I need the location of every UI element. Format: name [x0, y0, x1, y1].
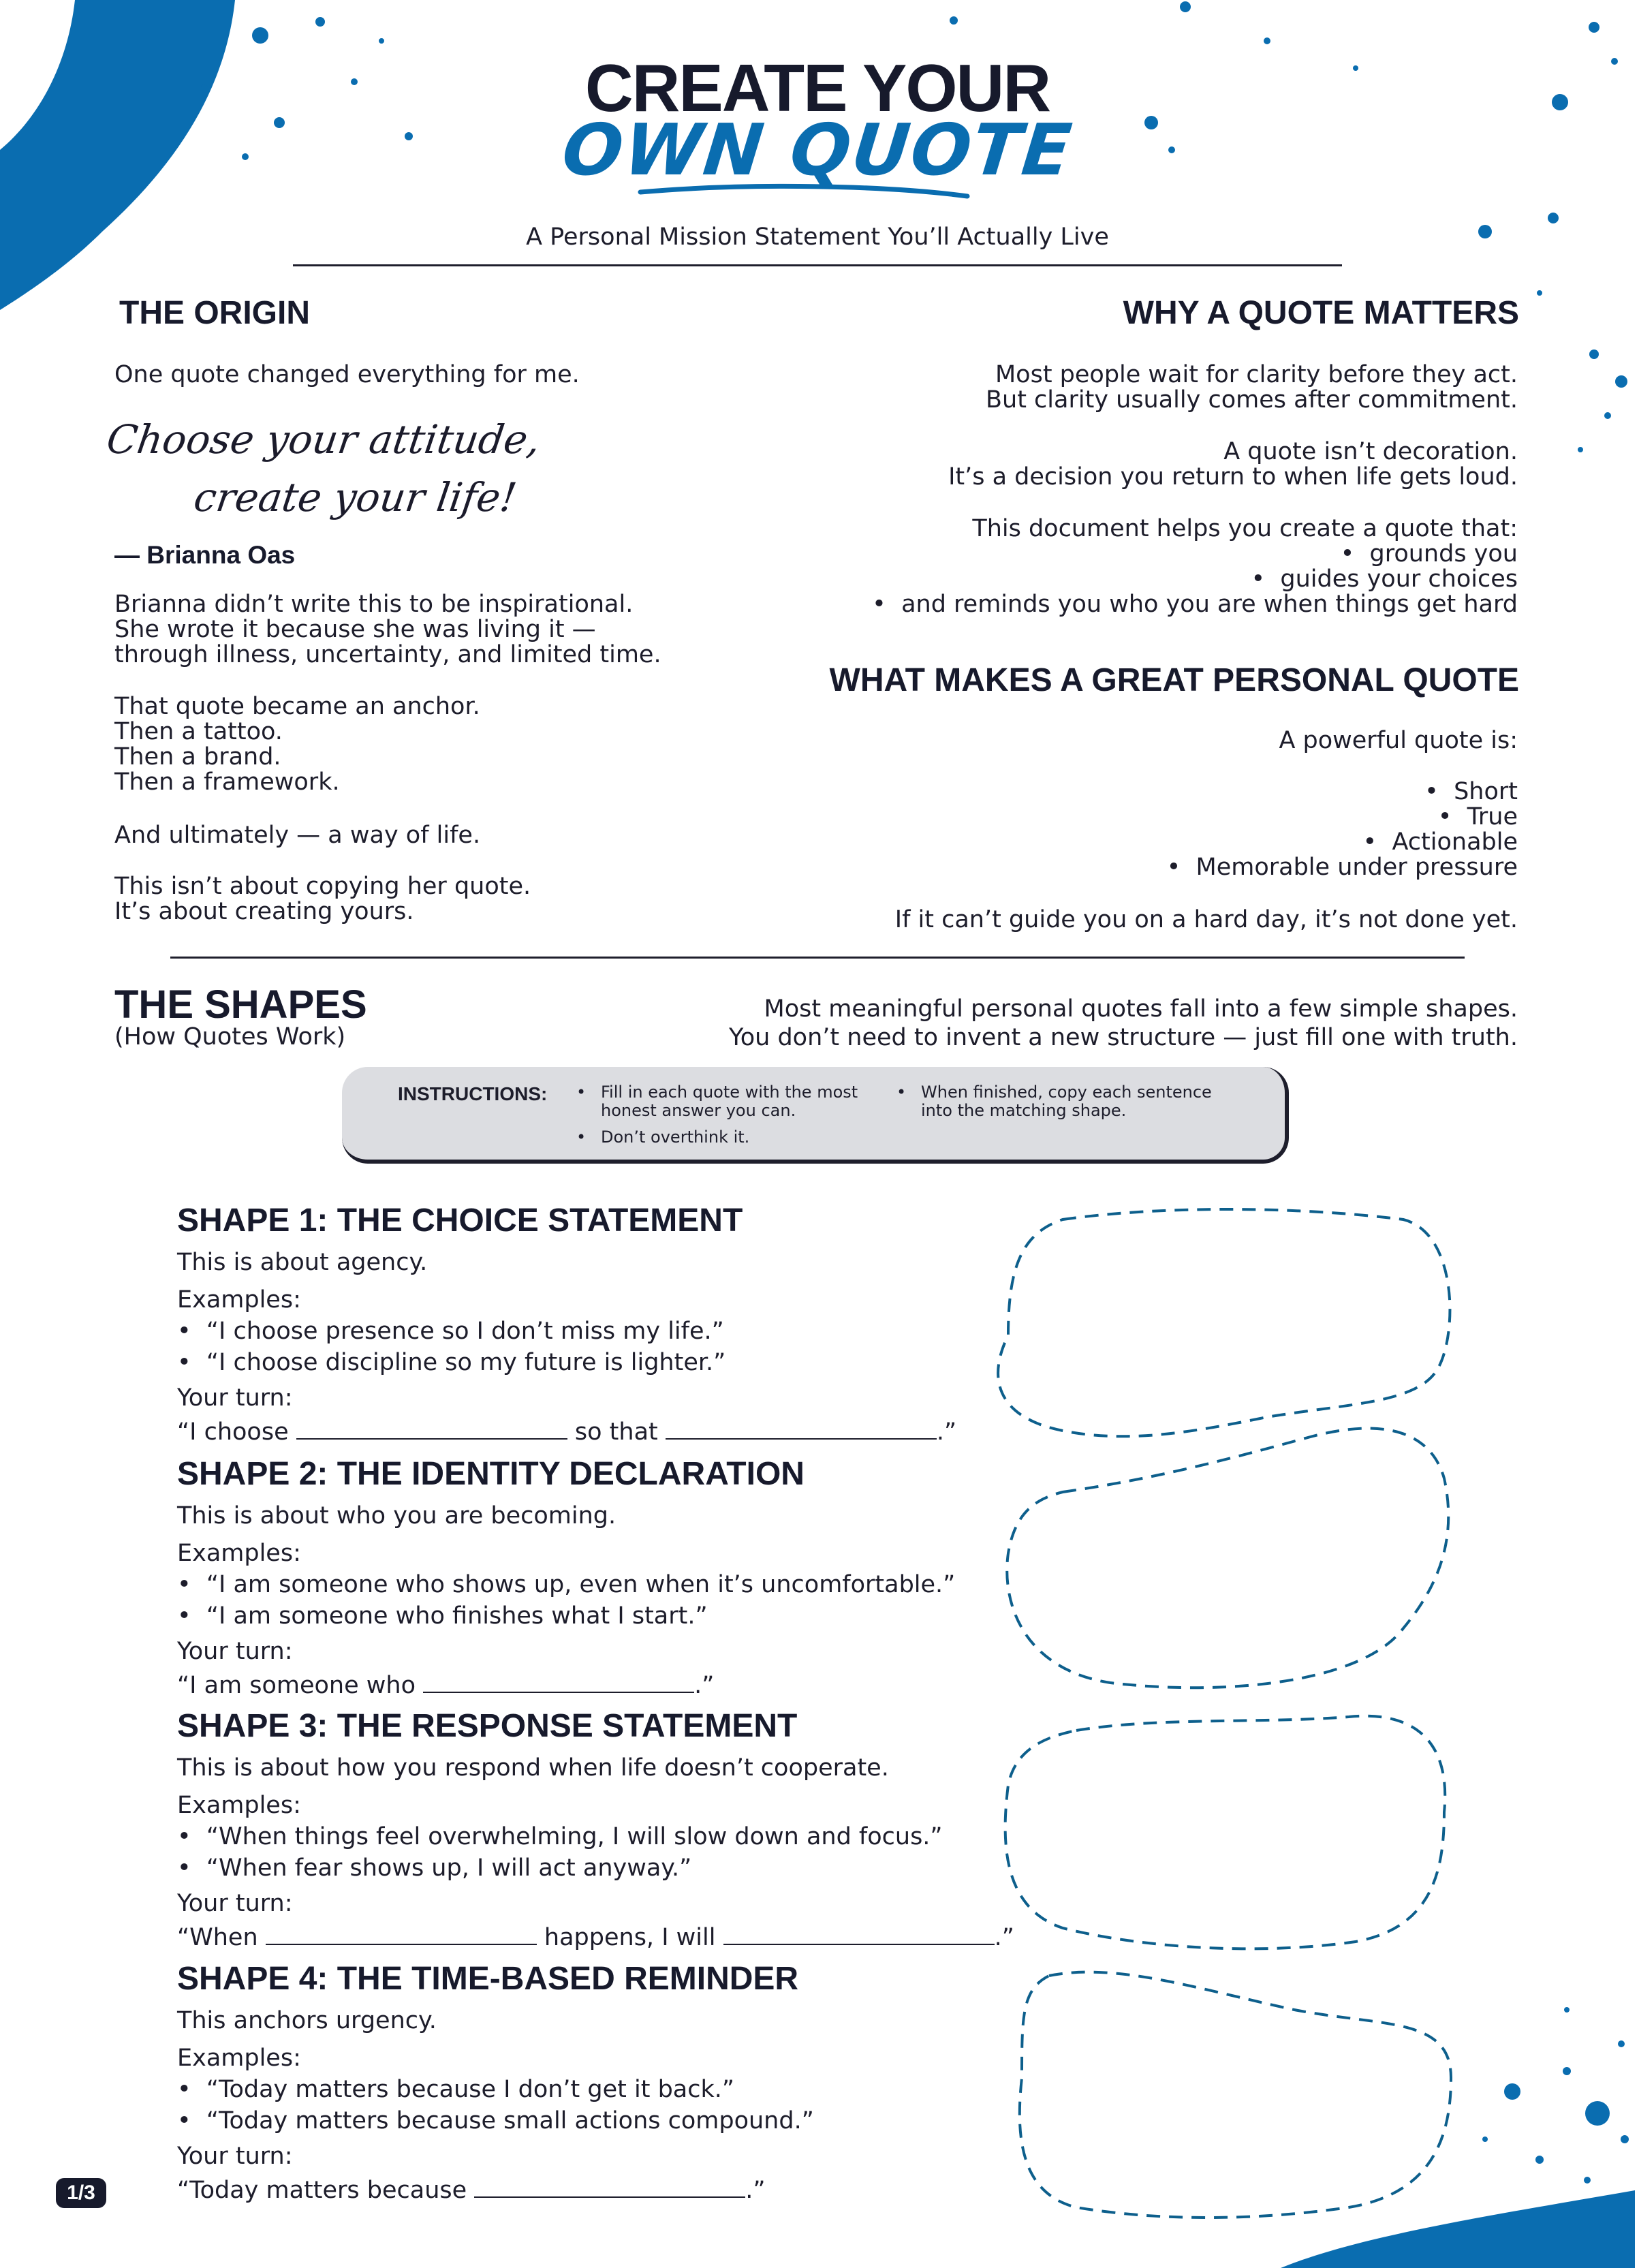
- shape-2-fill-line: [177, 1671, 995, 1698]
- shape-3-desc: This is about how you respond when life doesn’t cooperate.: [177, 1754, 889, 1782]
- example-text: “I am someone who finishes what I start.”: [206, 1602, 708, 1630]
- fill-text: so that: [574, 1418, 658, 1446]
- page-subtitle: A Personal Mission Statement You’ll Actually Live: [526, 223, 1109, 251]
- shape-4-example: • “Today matters because I don’t get it back.”: [177, 2076, 735, 2103]
- example-text: “When things feel overwhelming, I will slow down and focus.”: [206, 1823, 943, 1850]
- origin-heading: THE ORIGIN: [119, 295, 311, 331]
- text-line: Then a framework.: [114, 768, 340, 796]
- shape-1-desc: This is about agency.: [177, 1249, 428, 1276]
- shape-3-example: • “When fear shows up, I will act anyway.”: [177, 1854, 692, 1882]
- great-quote-heading: WHAT MAKES A GREAT PERSONAL QUOTE: [829, 662, 1519, 698]
- fill-text: “I choose: [177, 1418, 289, 1446]
- shapes-description: [729, 995, 1518, 1052]
- shape-3-outline: [1005, 1716, 1446, 1949]
- bullet-text: guides your choices: [1280, 565, 1518, 593]
- great-quote-closing: If it can’t guide you on a hard day, it’s not done yet.: [894, 906, 1518, 933]
- text-line: But clarity usually comes after commitment.: [986, 386, 1518, 414]
- fill-text: “I am someone who: [177, 1672, 416, 1699]
- fill-text: “When: [177, 1924, 258, 1951]
- blank-field[interactable]: [474, 2176, 745, 2198]
- fill-text: .”: [936, 1418, 957, 1446]
- text-line: Then a tattoo.: [114, 718, 283, 745]
- bullet-item: • Memorable under pressure: [1166, 854, 1518, 881]
- fill-text: .”: [694, 1672, 715, 1699]
- bullet-text: Short: [1454, 778, 1518, 805]
- shapes-heading: THE SHAPES: [114, 982, 367, 1027]
- bullet-item: • Actionable: [1362, 828, 1518, 856]
- shape-1-outline: [998, 1209, 1450, 1436]
- instructions-panel: [342, 1067, 1289, 1164]
- instruction-item: • When finished, copy each sentence into the matching shape.: [896, 1083, 1212, 1120]
- example-text: “I am someone who shows up, even when it’s uncomfortable.”: [206, 1571, 956, 1598]
- quote-attribution: — Brianna Oas: [114, 541, 296, 569]
- handwritten-quote-line1: Choose your attitude,: [104, 416, 544, 463]
- fill-text: happens, I will: [544, 1924, 716, 1951]
- origin-paragraph-4: [114, 874, 531, 925]
- example-text: “I choose presence so I don’t miss my life.”: [206, 1318, 724, 1345]
- example-text: “Today matters because small actions compound.”: [206, 2107, 814, 2134]
- blank-field[interactable]: [266, 1923, 537, 1945]
- example-text: “Today matters because I don’t get it back.”: [206, 2076, 735, 2103]
- shape-2-block: [177, 1458, 995, 1698]
- instruction-text: Fill in each quote with the most honest answer you can.: [601, 1083, 858, 1120]
- shape-4-fill-line: [177, 2176, 995, 2203]
- bullet-item: • Short: [1424, 778, 1518, 805]
- why-paragraph-3: [872, 516, 1518, 617]
- bullet-text: grounds you: [1369, 540, 1518, 568]
- shapes-subheading: (How Quotes Work): [114, 1023, 346, 1051]
- instruction-text: Don’t overthink it.: [601, 1128, 750, 1147]
- text-line: Most meaningful personal quotes fall into a few simple shapes.: [764, 995, 1518, 1023]
- text-line: She wrote it because she was living it —: [114, 616, 596, 643]
- shape-3-example: • “When things feel overwhelming, I will slow down and focus.”: [177, 1823, 943, 1850]
- shape-4-examples-label: Examples:: [177, 2045, 301, 2072]
- origin-paragraph-3: And ultimately — a way of life.: [114, 822, 481, 849]
- instruction-item: • Don’t overthink it.: [576, 1128, 750, 1147]
- text-line: It’s about creating yours.: [114, 898, 414, 925]
- shape-4-example: • “Today matters because small actions compound.”: [177, 2107, 814, 2134]
- great-quote-bullets: [1167, 779, 1518, 880]
- example-text: “I choose discipline so my future is lighter.”: [206, 1349, 726, 1376]
- text-line: Most people wait for clarity before they act.: [995, 361, 1518, 388]
- handwritten-quote-line2: create your life!: [191, 474, 520, 521]
- bullet-text: and reminds you who you are when things get hard: [901, 591, 1518, 618]
- text-line: You don’t need to invent a new structure — just fill one with truth.: [729, 1024, 1518, 1051]
- section-divider: [170, 957, 1465, 959]
- shape-4-title: SHAPE 4: THE TIME-BASED REMINDER: [177, 1961, 799, 1997]
- text-line: Then a brand.: [114, 743, 281, 771]
- shape-2-example: • “I am someone who shows up, even when it’s uncomfortable.”: [177, 1571, 956, 1598]
- shape-3-fill-line: [177, 1923, 1063, 1950]
- shape-2-outline: [1007, 1429, 1448, 1688]
- text-line: That quote became an anchor.: [114, 693, 480, 720]
- shape-2-turn-label: Your turn:: [177, 1638, 293, 1665]
- shape-4-outline: [1020, 1972, 1451, 2218]
- shape-1-block: [177, 1202, 995, 1446]
- shape-3-examples-label: Examples:: [177, 1792, 301, 1819]
- bullet-item: • grounds you: [1340, 540, 1518, 568]
- fill-text: “Today matters because: [177, 2177, 467, 2204]
- shape-1-example: • “I choose discipline so my future is lighter.”: [177, 1349, 726, 1376]
- text-line: This document helps you create a quote that:: [972, 515, 1518, 542]
- dashed-shapes: [998, 1209, 1451, 2218]
- page-title-accent: OWN QUOTE: [558, 108, 1077, 191]
- blank-field[interactable]: [296, 1418, 567, 1440]
- why-paragraph-1: [986, 362, 1518, 413]
- handwritten-quote: [104, 402, 544, 538]
- shape-4-turn-label: Your turn:: [177, 2143, 293, 2170]
- page-number-badge: 1/3: [56, 2178, 106, 2208]
- instruction-item: • Fill in each quote with the most honest answer you can.: [576, 1083, 858, 1120]
- shape-2-title: SHAPE 2: THE IDENTITY DECLARATION: [177, 1456, 805, 1492]
- fill-text: .”: [745, 2177, 766, 2204]
- text-line: A quote isn’t decoration.: [1223, 438, 1518, 465]
- shape-2-desc: This is about who you are becoming.: [177, 1502, 616, 1529]
- shape-3-block: [177, 1710, 1063, 1950]
- shape-4-desc: This anchors urgency.: [177, 2007, 437, 2034]
- origin-paragraph-1: [114, 592, 661, 668]
- origin-paragraph-2: [114, 694, 480, 795]
- header-divider: [293, 264, 1342, 266]
- bullet-item: • guides your choices: [1251, 565, 1518, 593]
- shape-2-examples-label: Examples:: [177, 1540, 301, 1567]
- text-line: This isn’t about copying her quote.: [114, 873, 531, 900]
- bullet-item: • and reminds you who you are when things get hard: [872, 591, 1518, 618]
- shape-3-turn-label: Your turn:: [177, 1890, 293, 1917]
- why-paragraph-2: [948, 439, 1518, 490]
- example-text: “When fear shows up, I will act anyway.”: [206, 1854, 692, 1882]
- blank-field[interactable]: [423, 1671, 694, 1693]
- bullet-text: Memorable under pressure: [1196, 854, 1518, 881]
- instructions-label: INSTRUCTIONS:: [398, 1083, 548, 1104]
- shape-4-block: [177, 1963, 995, 2203]
- blank-field[interactable]: [666, 1418, 937, 1440]
- great-quote-intro: A powerful quote is:: [1279, 727, 1518, 754]
- instruction-text: When finished, copy each sentence into the matching shape.: [921, 1083, 1212, 1120]
- text-line: It’s a decision you return to when life gets loud.: [948, 463, 1518, 491]
- shape-2-example: • “I am someone who finishes what I start.”: [177, 1602, 708, 1630]
- shape-1-example: • “I choose presence so I don’t miss my life.”: [177, 1318, 724, 1345]
- shape-3-title: SHAPE 3: THE RESPONSE STATEMENT: [177, 1708, 798, 1744]
- bullet-text: True: [1467, 803, 1518, 830]
- shape-1-fill-line: [177, 1418, 995, 1444]
- text-line: Brianna didn’t write this to be inspirational.: [114, 591, 634, 618]
- shape-1-turn-label: Your turn:: [177, 1384, 293, 1412]
- text-line: through illness, uncertainty, and limited time.: [114, 641, 661, 668]
- why-heading: WHY A QUOTE MATTERS: [1123, 295, 1519, 331]
- shape-1-title: SHAPE 1: THE CHOICE STATEMENT: [177, 1202, 743, 1239]
- page-title: CREATE YOUR: [584, 50, 1050, 125]
- fill-text: .”: [994, 1924, 1014, 1951]
- brush-stroke-bottom-right: [1281, 2190, 1635, 2268]
- blank-field[interactable]: [723, 1923, 995, 1945]
- bullet-text: Actionable: [1392, 828, 1518, 856]
- shape-1-examples-label: Examples:: [177, 1286, 301, 1314]
- bullet-item: • True: [1437, 803, 1518, 830]
- origin-intro: One quote changed everything for me.: [114, 361, 580, 388]
